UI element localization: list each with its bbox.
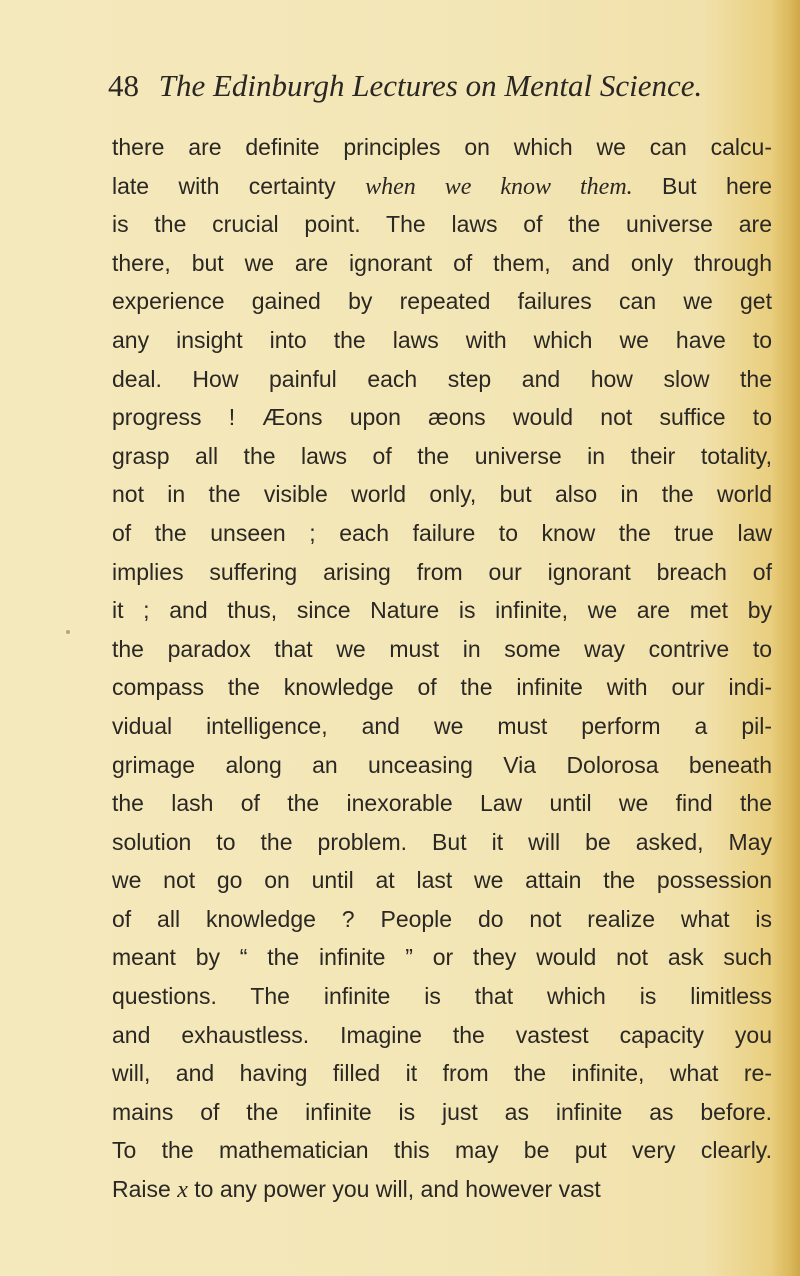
text-line	[112, 1054, 772, 1093]
text-line	[112, 668, 772, 707]
text-run: questions. The infinite is that which is limitless	[112, 983, 772, 1010]
text-run: not in the visible world only, but also in the world	[112, 481, 772, 508]
body-text	[112, 128, 772, 1209]
text-run: there, but we are ignorant of them, and only through	[112, 249, 772, 276]
text-run: solution to the problem. But it will be asked, May	[112, 828, 772, 855]
page-edge-stain	[772, 0, 800, 1276]
text-line	[112, 630, 772, 669]
text-run: To the mathematician this may be put very clearly.	[112, 1137, 772, 1164]
text-line	[112, 1016, 772, 1055]
text-line	[112, 282, 772, 321]
text-run: is the crucial point. The laws of the universe are	[112, 211, 772, 238]
text-run: implies suffering arising from our ignorant breach of	[112, 558, 772, 585]
text-run: Raise	[112, 1176, 178, 1203]
text-line	[112, 707, 772, 746]
text-run: any insight into the laws with which we have to	[112, 326, 772, 353]
text-line	[112, 437, 772, 476]
text-run: meant by “ the infinite ” or they would not ask such	[112, 944, 772, 971]
italic-text: x	[177, 1177, 188, 1204]
text-run: of all knowledge ? People do not realize what is	[112, 905, 772, 932]
text-run: to any power you will, and however vast	[187, 1176, 601, 1203]
text-line	[112, 784, 772, 823]
running-title: The Edinburgh Lectures on Mental Science.	[158, 68, 703, 103]
text-run: will, and having filled it from the infinite, what re-	[112, 1060, 772, 1087]
text-run: grasp all the laws of the universe in their totality,	[112, 442, 772, 469]
text-line	[112, 398, 772, 437]
text-line	[112, 861, 772, 900]
text-line	[112, 938, 772, 977]
text-line	[112, 128, 772, 167]
text-run: there are definite principles on which we can calcu-	[112, 134, 772, 160]
text-line	[112, 514, 772, 553]
text-line	[112, 167, 772, 206]
text-run: and exhaustless. Imagine the vastest capacity you	[112, 1021, 772, 1048]
text-run: compass the knowledge of the infinite with our indi-	[112, 674, 772, 701]
page-header	[108, 68, 708, 108]
text-line	[112, 553, 772, 592]
text-run: we not go on until at last we attain the possession	[112, 867, 772, 894]
text-line	[112, 321, 772, 360]
text-run: grimage along an unceasing Via Dolorosa beneath	[112, 751, 772, 778]
text-line	[112, 900, 772, 939]
text-line	[112, 244, 772, 283]
text-line	[112, 1170, 772, 1209]
text-run: of the unseen ; each failure to know the true law	[112, 519, 772, 546]
page-number: 48	[108, 68, 139, 103]
text-run: late with certainty	[112, 172, 366, 199]
text-run: But here	[632, 172, 772, 199]
text-run: progress ! Æons upon æons would not suffice to	[112, 404, 772, 431]
text-line	[112, 1093, 772, 1132]
italic-text: when we know them.	[365, 173, 633, 200]
text-line	[112, 475, 772, 514]
text-line	[112, 823, 772, 862]
text-run: deal. How painful each step and how slow the	[112, 365, 772, 392]
text-line	[112, 360, 772, 399]
text-run: the paradox that we must in some way contrive to	[112, 635, 772, 662]
text-line	[112, 977, 772, 1016]
margin-speck	[66, 630, 70, 634]
text-run: experience gained by repeated failures can we get	[112, 288, 772, 315]
text-run: the lash of the inexorable Law until we find the	[112, 790, 772, 817]
text-line	[112, 205, 772, 244]
text-run: vidual intelligence, and we must perform a pil-	[112, 712, 772, 739]
text-line	[112, 591, 772, 630]
text-line	[112, 746, 772, 785]
text-line	[112, 1131, 772, 1170]
text-run: mains of the infinite is just as infinite as before.	[112, 1098, 772, 1125]
text-run: it ; and thus, since Nature is infinite, we are met by	[112, 597, 772, 624]
